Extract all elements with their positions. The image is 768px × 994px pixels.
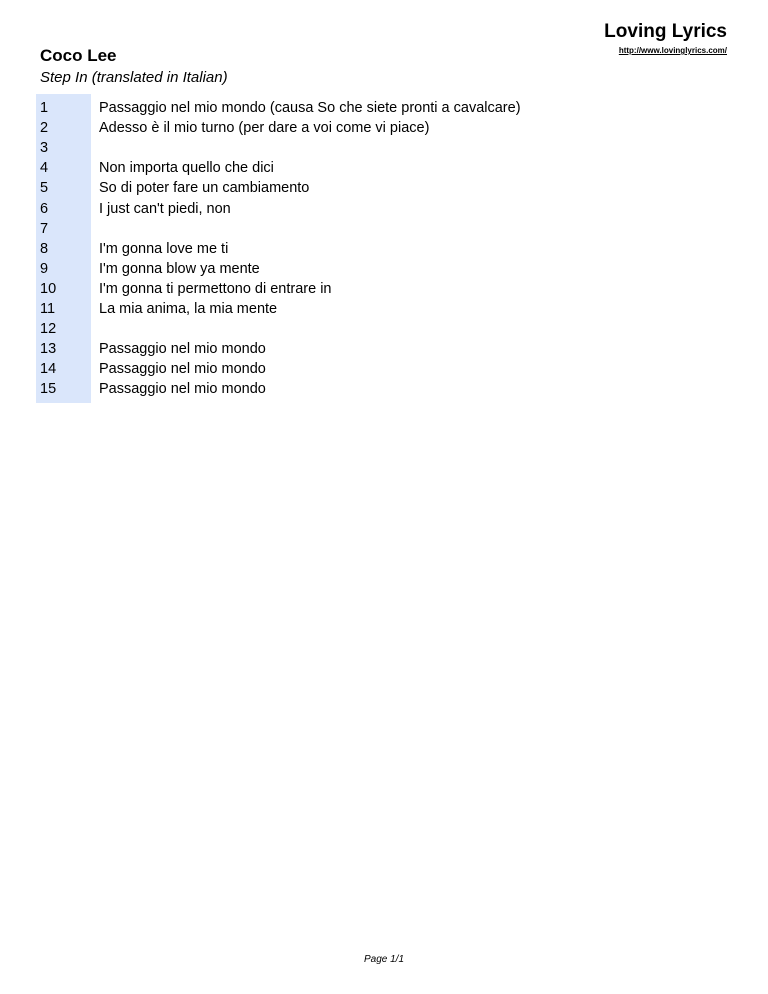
lyric-text: Adesso è il mio turno (per dare a voi come vi piace)	[99, 120, 430, 137]
lyrics-table	[36, 94, 521, 403]
site-url-link[interactable]: http://www.lovinglyrics.com/	[618, 46, 727, 55]
line-number: 11	[36, 299, 91, 319]
lyric-text: Passaggio nel mio mondo (causa So che siete pronti a cavalcare)	[99, 100, 521, 117]
lyric-text: I just can't piedi, non	[99, 200, 231, 217]
lyric-line	[36, 319, 521, 339]
line-number: 13	[36, 339, 91, 359]
lyric-line	[36, 279, 521, 299]
line-number: 14	[36, 359, 91, 379]
lyric-text: La mia anima, la mia mente	[99, 300, 278, 317]
lyric-text: So di poter fare un cambiamento	[99, 180, 310, 197]
line-number: 5	[36, 178, 91, 198]
lyric-line	[36, 259, 521, 279]
lyric-text: I'm gonna blow ya mente	[99, 260, 260, 277]
lyric-text: Non importa quello che dici	[99, 160, 274, 177]
lyric-line	[36, 219, 521, 239]
song-title: Step In (translated in Italian)	[40, 69, 228, 86]
line-number: 12	[36, 319, 91, 339]
lyric-line	[36, 339, 521, 359]
lyric-text: I'm gonna love me ti	[99, 240, 229, 257]
lyric-line	[36, 359, 521, 379]
page-number: Page 1/1	[363, 954, 405, 965]
line-number: 7	[36, 219, 91, 239]
lyrics-gutter-bottom	[36, 399, 91, 403]
line-number: 1	[36, 98, 91, 118]
lyric-text: Passaggio nel mio mondo	[99, 341, 266, 358]
lyric-line	[36, 299, 521, 319]
line-number: 6	[36, 198, 91, 218]
lyric-text: I'm gonna ti permettono di entrare in	[99, 280, 332, 297]
line-number: 2	[36, 118, 91, 138]
lyric-text: Passaggio nel mio mondo	[99, 381, 266, 398]
lyric-line	[36, 239, 521, 259]
line-number: 15	[36, 379, 91, 399]
lyric-text: Passaggio nel mio mondo	[99, 361, 266, 378]
line-number: 10	[36, 279, 91, 299]
lyric-line	[36, 138, 521, 158]
line-number: 4	[36, 158, 91, 178]
line-number: 9	[36, 259, 91, 279]
line-number: 3	[36, 138, 91, 158]
lyric-line	[36, 118, 521, 138]
lyric-line	[36, 178, 521, 198]
line-number: 8	[36, 239, 91, 259]
lyric-line	[36, 198, 521, 218]
site-branding	[604, 20, 727, 56]
lyric-line	[36, 98, 521, 118]
site-title: Loving Lyrics	[604, 21, 727, 42]
artist-name: Coco Lee	[40, 46, 117, 65]
lyric-line	[36, 158, 521, 178]
lyric-line	[36, 379, 521, 399]
